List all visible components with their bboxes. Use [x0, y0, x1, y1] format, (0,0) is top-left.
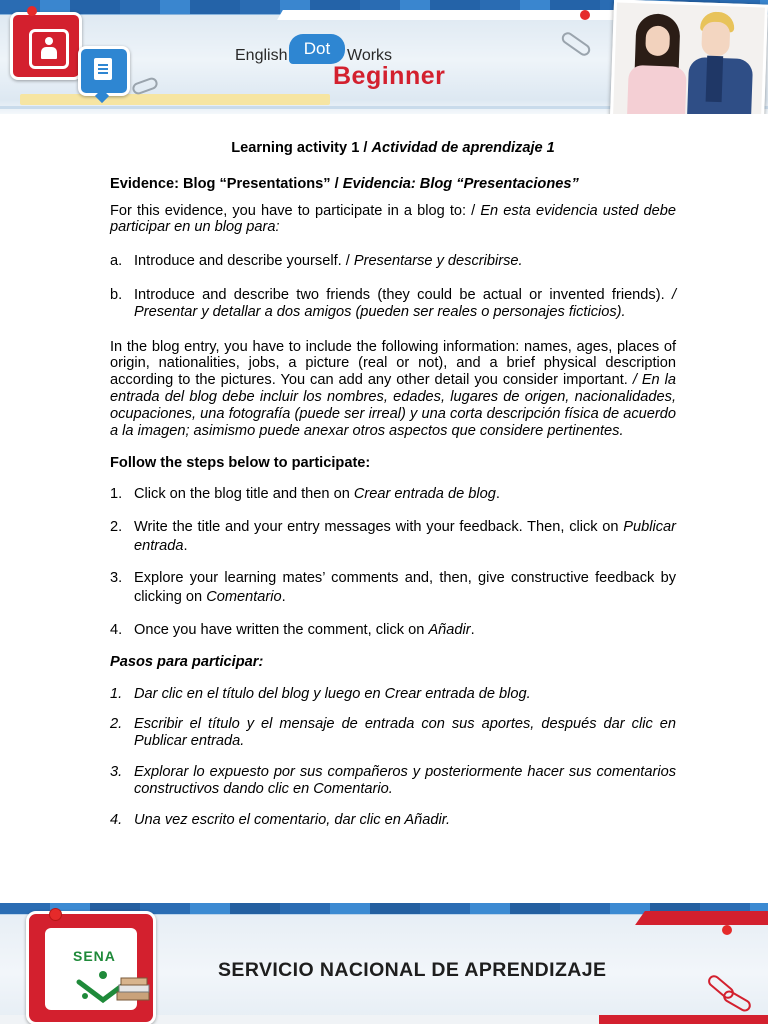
- task-spanish: / Presentar y detallar a dos amigos (pueden ser reales o personajes ficticios).: [134, 286, 676, 320]
- step-text-end: .: [495, 486, 500, 503]
- level-title: Beginner: [333, 62, 446, 90]
- blog-info-english: In the blog entry, you have to include the following information: names, ages, places of origin, nationalities, jobs, a picture (real or not), and a brief physical description according to the pictures. You can add any other detail you consider important.: [110, 338, 676, 389]
- list-item: [110, 253, 676, 270]
- pushpin-icon: [49, 908, 62, 921]
- evidence-english: Evidence: Blog “Presentations” /: [110, 175, 343, 192]
- list-marker: 2.: [110, 716, 123, 733]
- step-text-end: .: [281, 588, 286, 605]
- step-text: Once you have written the comment, click on: [134, 621, 429, 638]
- brand-english: English: [235, 47, 288, 64]
- pushpin-icon: [722, 925, 732, 935]
- list-marker: 4.: [110, 621, 123, 638]
- step-ui-term: Comentario: [206, 588, 282, 605]
- list-marker: 4.: [110, 811, 123, 828]
- task-spanish: Presentarse y describirse.: [353, 253, 523, 270]
- steps-heading-spanish: Pasos para participar:: [110, 653, 264, 670]
- step-ui-term: Crear entrada de blog: [353, 486, 496, 503]
- students-photo: [610, 0, 768, 114]
- list-marker: a.: [110, 253, 123, 270]
- page-title: [110, 140, 676, 157]
- sena-logo-text: SENA: [73, 948, 116, 964]
- step-text: Una vez escrito el comentario, dar clic en Añadir.: [134, 811, 451, 828]
- intro-english: For this evidence, you have to participate in a blog to: /: [110, 202, 481, 219]
- steps-list-english: [110, 486, 676, 639]
- step-text-end: .: [183, 537, 188, 554]
- list-marker: 1.: [110, 685, 123, 702]
- step-text: Escribir el título y el mensaje de entrada con sus aportes, después dar clic en Publicar entrada.: [134, 716, 676, 750]
- list-item: [110, 812, 676, 829]
- footer-red-streak: [635, 911, 768, 925]
- step-text: Write the title and your entry messages with your feedback. Then, click on: [134, 518, 624, 535]
- brand-logo: [235, 34, 475, 94]
- step-text: Explorar lo expuesto por sus compañeros y posteriormente hacer sus comentarios constructivos dando clic en Comentario.: [134, 763, 676, 797]
- task-list: [110, 253, 676, 320]
- header-banner: [0, 0, 768, 114]
- steps-heading-english: Follow the steps below to participate:: [110, 455, 371, 472]
- list-item: [110, 764, 676, 798]
- evidence-heading: [110, 176, 676, 193]
- sena-logo-box: [26, 911, 156, 1024]
- books-icon: [115, 974, 153, 1004]
- intro-spanish: En esta evidencia usted debe participar en un blog para:: [110, 202, 676, 236]
- evidence-spanish: Evidencia: Blog “Presentaciones”: [342, 175, 579, 192]
- activity-document: [110, 140, 676, 828]
- brand-dot: Dot: [289, 34, 345, 64]
- intro-paragraph: [110, 203, 676, 237]
- step-text: Explore your learning mates’ comments and, then, give constructive feedback by clicking on: [134, 569, 676, 605]
- list-item: [110, 287, 676, 321]
- title-english: Learning activity 1 /: [231, 140, 372, 156]
- document-icon: [78, 46, 130, 96]
- list-marker: 1.: [110, 486, 123, 503]
- title-spanish: Actividad de aprendizaje 1: [371, 140, 555, 156]
- pushpin-icon: [27, 6, 37, 16]
- task-english: Introduce and describe yourself. /: [134, 253, 354, 270]
- list-item: [110, 569, 676, 607]
- step-text: Dar clic en el título del blog y luego en Crear entrada de blog.: [134, 685, 531, 702]
- list-item: [110, 622, 676, 639]
- list-item: [110, 686, 676, 703]
- step-ui-term: Publicar entrada: [134, 518, 676, 554]
- footer-banner: [0, 903, 768, 1024]
- list-item: [110, 486, 676, 503]
- steps-list-spanish: [110, 686, 676, 829]
- list-marker: 3.: [110, 569, 123, 586]
- step-text: Click on the blog title and then on: [134, 486, 354, 503]
- list-marker: 2.: [110, 518, 123, 535]
- step-ui-term: Añadir: [428, 621, 471, 638]
- list-item: [110, 518, 676, 556]
- paperclip-icon: [721, 988, 753, 1013]
- step-text-end: .: [470, 621, 475, 638]
- blog-info-paragraph: [110, 339, 676, 440]
- brand-works: Works: [347, 47, 393, 64]
- user-icon: [10, 12, 82, 80]
- paperclip-icon: [559, 30, 592, 58]
- pushpin-icon: [580, 10, 590, 20]
- list-marker: 3.: [110, 763, 123, 780]
- list-item: [110, 716, 676, 750]
- task-english: Introduce and describe two friends (they could be actual or invented friends).: [134, 286, 672, 303]
- institution-name: SERVICIO NACIONAL DE APRENDIZAJE: [218, 959, 607, 981]
- blog-info-spanish: / En la entrada del blog debe incluir los nombres, edades, lugares de origen, nacionalidades, ocupaciones, una fotografía (puede ser irreal) y una corta descripción física de acuerdo a la imagen; asimismo puede anexar otros aspectos que considere pertinentes.: [110, 372, 676, 439]
- list-marker: b.: [110, 286, 123, 303]
- header-yellow-bar: [20, 94, 330, 105]
